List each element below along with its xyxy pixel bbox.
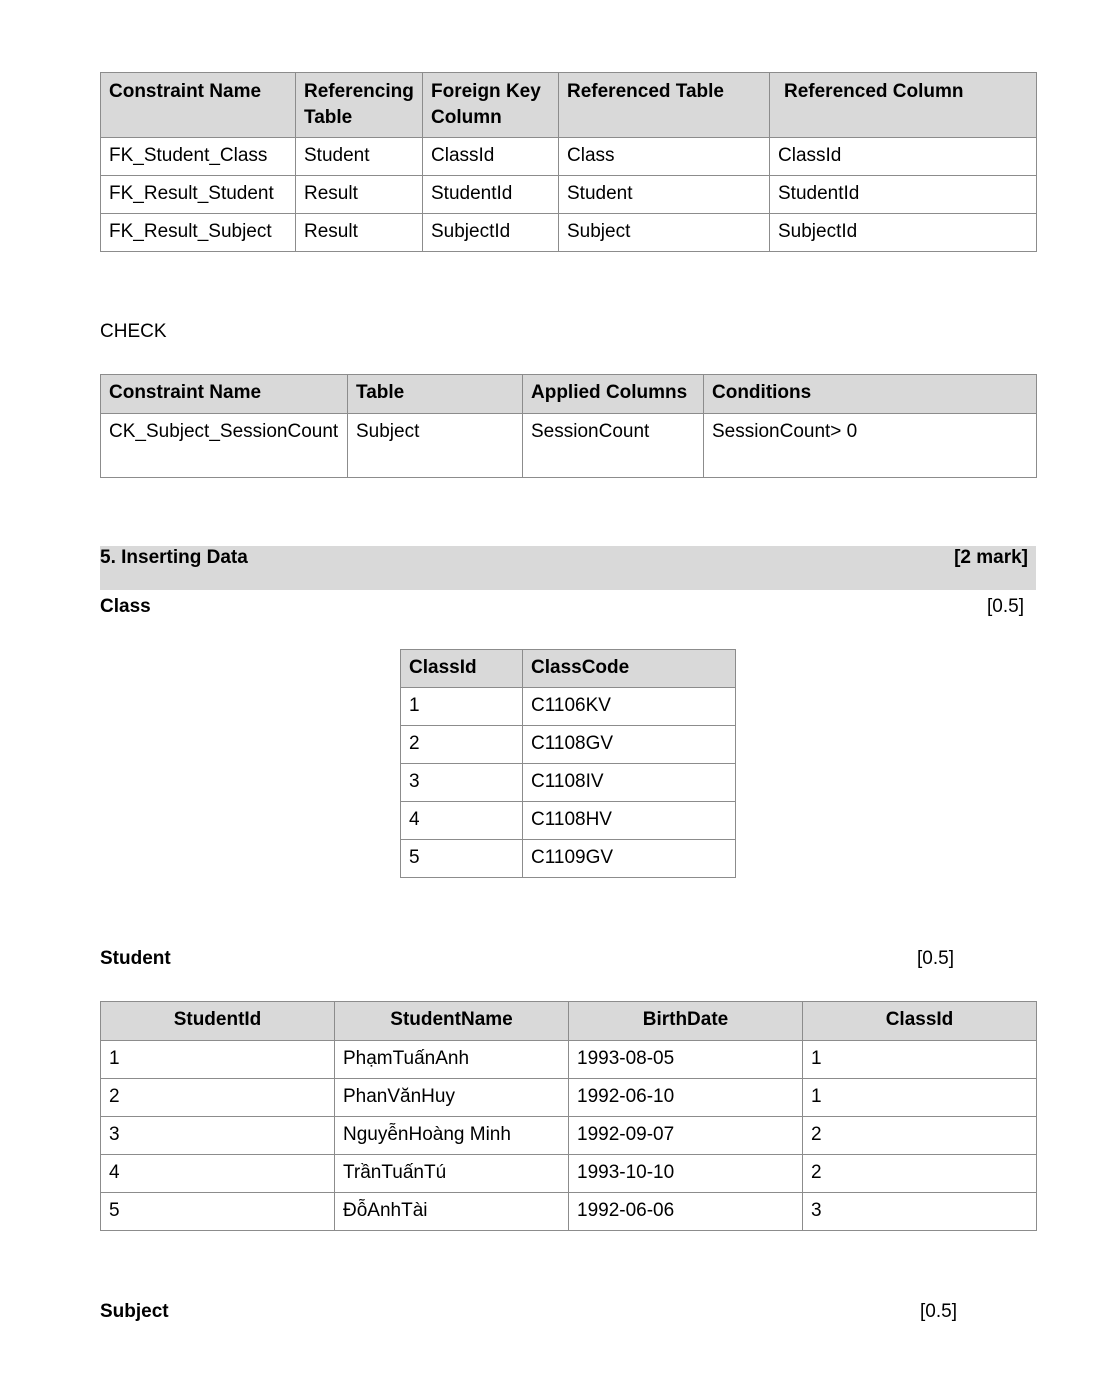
table-header-row (101, 1002, 1037, 1041)
table-cell: 1 (803, 1041, 1037, 1079)
table-cell: 1 (401, 688, 523, 726)
student-section-title: Student (100, 948, 171, 969)
check-label: CHECK (100, 321, 167, 342)
section-title: 5. Inserting Data (100, 547, 248, 568)
header-cell: Conditions (704, 375, 1037, 414)
table-row (101, 1117, 1037, 1155)
table-row (101, 1041, 1037, 1079)
header-cell: StudentName (335, 1002, 569, 1041)
table-cell: 4 (101, 1155, 335, 1193)
table-cell: StudentId (770, 176, 1037, 214)
table-cell: 1 (803, 1079, 1037, 1117)
table-cell: 2 (803, 1155, 1037, 1193)
header-cell: Referencing Table (296, 73, 423, 138)
table-cell: 5 (401, 840, 523, 878)
table-cell: 3 (401, 764, 523, 802)
header-cell: Constraint Name (101, 73, 296, 138)
class-section-mark: [0.5] (987, 596, 1024, 617)
table-cell: 3 (803, 1193, 1037, 1231)
table-cell: C1108IV (523, 764, 736, 802)
table-cell: 3 (101, 1117, 335, 1155)
class-table (400, 649, 736, 878)
header-cell: ClassCode (523, 650, 736, 688)
table-row (401, 802, 736, 840)
table-cell: Subject (559, 214, 770, 252)
table-row (101, 138, 1037, 176)
table-cell: 2 (101, 1079, 335, 1117)
table-cell: C1106KV (523, 688, 736, 726)
table-cell: SubjectId (423, 214, 559, 252)
table-cell: ĐỗAnhTài (335, 1193, 569, 1231)
header-cell: ClassId (803, 1002, 1037, 1041)
header-cell: Referenced Column (770, 73, 1037, 138)
table-row (101, 214, 1037, 252)
table-cell: 1992-06-06 (569, 1193, 803, 1231)
table-cell: CK_Subject_SessionCount (101, 414, 348, 478)
table-row (401, 840, 736, 878)
header-cell: Referenced Table (559, 73, 770, 138)
section-mark: [2 mark] (954, 547, 1028, 568)
table-cell: 4 (401, 802, 523, 840)
table-cell: Result (296, 176, 423, 214)
student-section-mark: [0.5] (917, 948, 954, 969)
header-cell: Applied Columns (523, 375, 704, 414)
table-cell: Result (296, 214, 423, 252)
table-cell: PhạmTuấnAnh (335, 1041, 569, 1079)
header-cell: Constraint Name (101, 375, 348, 414)
table-cell: 1993-08-05 (569, 1041, 803, 1079)
table-cell: FK_Result_Student (101, 176, 296, 214)
table-cell: C1109GV (523, 840, 736, 878)
table-row (101, 1079, 1037, 1117)
table-cell: SubjectId (770, 214, 1037, 252)
table-cell: 5 (101, 1193, 335, 1231)
table-header-row (101, 375, 1037, 414)
foreign-key-table (100, 72, 1037, 252)
table-cell: 1992-09-07 (569, 1117, 803, 1155)
table-cell: TrầnTuấnTú (335, 1155, 569, 1193)
table-row (101, 1155, 1037, 1193)
header-cell: Table (348, 375, 523, 414)
table-cell: ClassId (770, 138, 1037, 176)
table-cell: SessionCount> 0 (704, 414, 1037, 478)
table-cell: NguyễnHoàng Minh (335, 1117, 569, 1155)
header-cell: Foreign Key Column (423, 73, 559, 138)
table-cell: ClassId (423, 138, 559, 176)
table-cell: FK_Result_Subject (101, 214, 296, 252)
table-header-row (401, 650, 736, 688)
table-cell: C1108GV (523, 726, 736, 764)
table-row (101, 1193, 1037, 1231)
table-cell: PhanVănHuy (335, 1079, 569, 1117)
table-header-row (101, 73, 1037, 138)
header-cell: StudentId (101, 1002, 335, 1041)
table-cell: FK_Student_Class (101, 138, 296, 176)
subject-section-title: Subject (100, 1301, 169, 1322)
table-cell: Student (296, 138, 423, 176)
check-constraint-table (100, 374, 1037, 478)
table-cell: 1992-06-10 (569, 1079, 803, 1117)
table-row (401, 688, 736, 726)
class-section-title: Class (100, 596, 151, 617)
table-cell: StudentId (423, 176, 559, 214)
subject-section-mark: [0.5] (920, 1301, 957, 1322)
table-cell: 2 (401, 726, 523, 764)
table-cell: 1 (101, 1041, 335, 1079)
table-row (401, 764, 736, 802)
table-cell: 2 (803, 1117, 1037, 1155)
header-cell: BirthDate (569, 1002, 803, 1041)
table-row (101, 176, 1037, 214)
table-row (101, 414, 1037, 478)
table-cell: C1108HV (523, 802, 736, 840)
table-cell: Class (559, 138, 770, 176)
table-cell: SessionCount (523, 414, 704, 478)
header-cell: ClassId (401, 650, 523, 688)
table-cell: 1993-10-10 (569, 1155, 803, 1193)
table-row (401, 726, 736, 764)
student-table (100, 1001, 1037, 1231)
table-cell: Subject (348, 414, 523, 478)
table-cell: Student (559, 176, 770, 214)
